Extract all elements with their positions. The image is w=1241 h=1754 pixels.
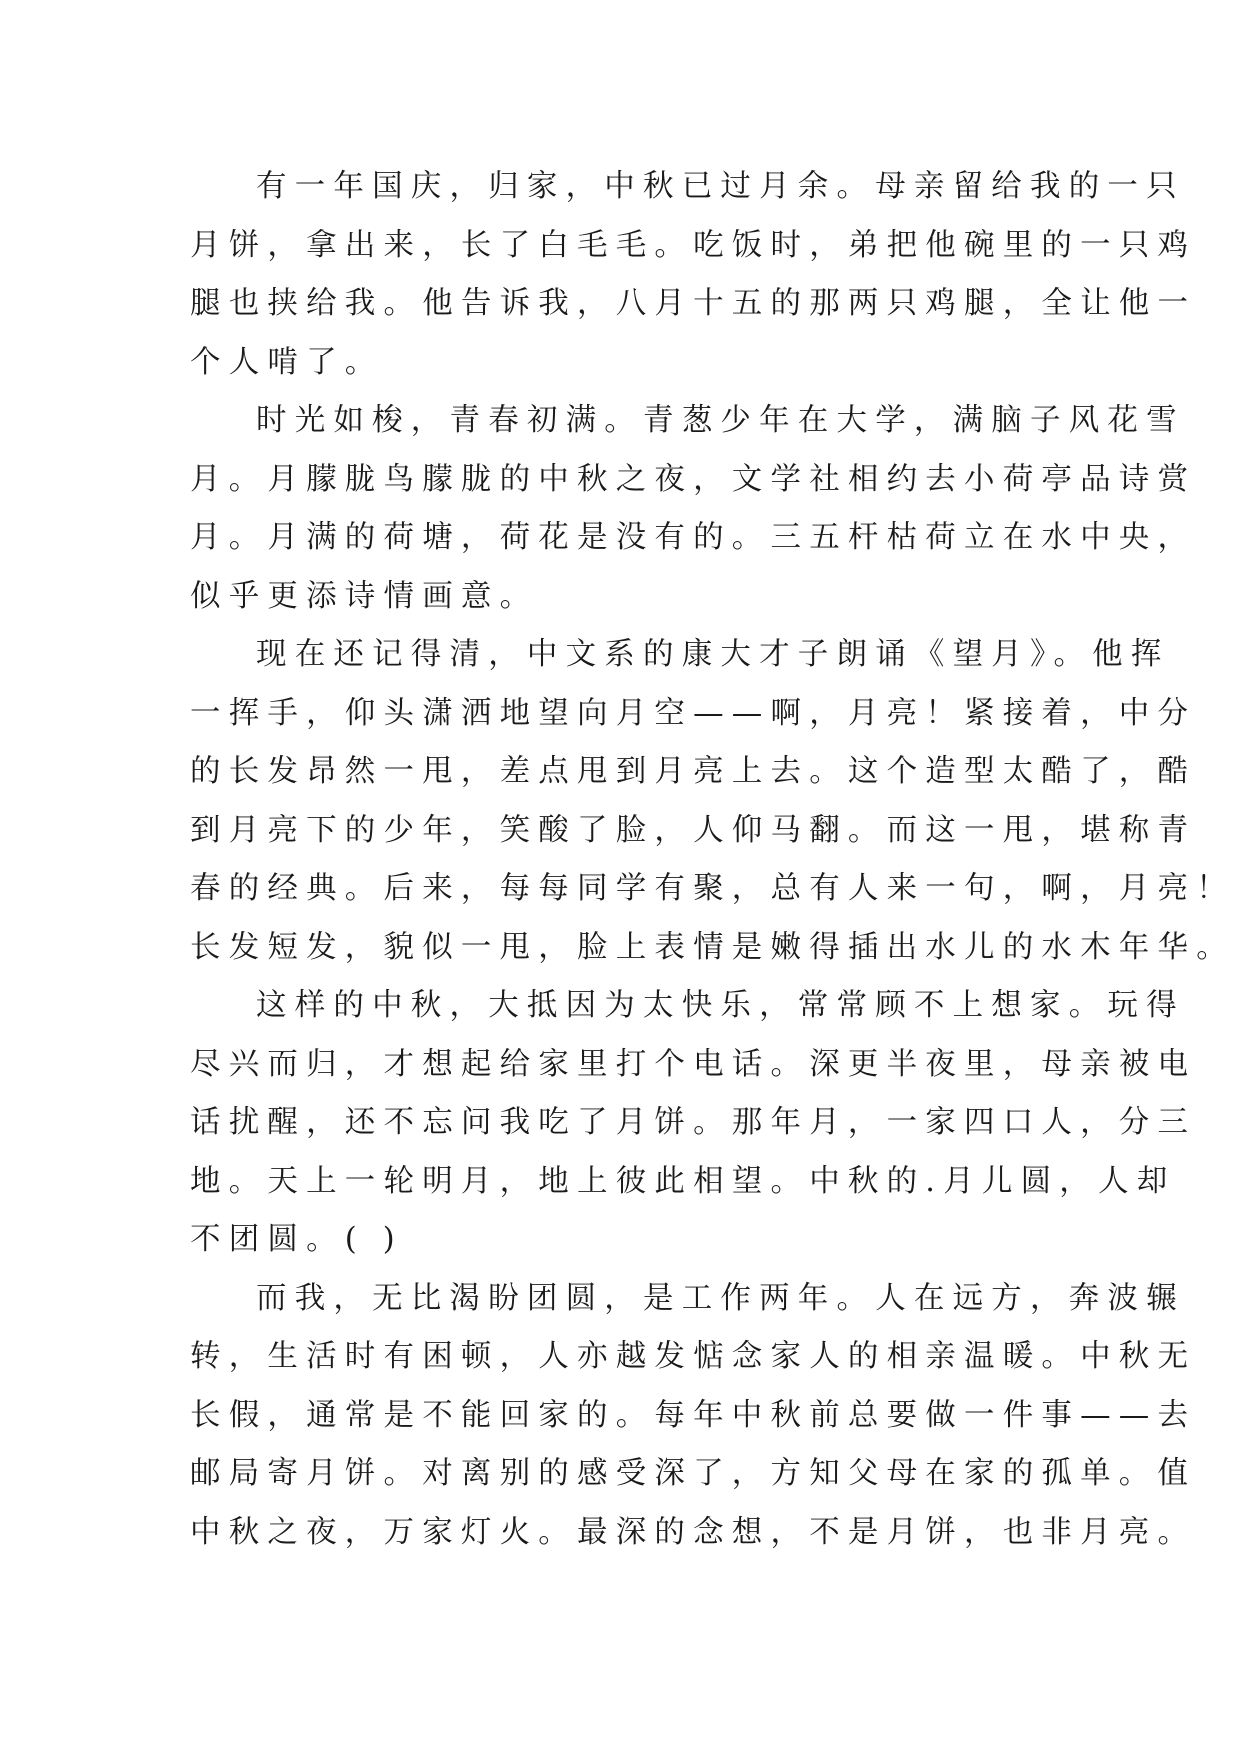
paragraph-line: 似乎更添诗情画意。 <box>190 578 539 614</box>
paragraph-line: 春的经典。后来，每每同学有聚，总有人来一句，啊，月亮！ <box>190 871 1235 906</box>
paragraph-1 <box>190 158 1197 392</box>
paragraph-line: 有一年国庆，归家，中秋已过月余。母亲留给我的一只 <box>256 169 1185 204</box>
paragraph-line: 到月亮下的少年，笑酸了脸，人仰马翻。而这一甩，堪称青 <box>190 812 1197 848</box>
paragraph-line: 时光如梭，青春初满。青葱少年在大学，满脑子风花雪 <box>256 403 1185 438</box>
paragraph-line: 现在还记得清，中文系的康大才子朗诵《望月》。他挥 <box>256 637 1170 672</box>
paragraph-line: 月。月满的荷塘，荷花是没有的。三五杆枯荷立在水中央， <box>190 520 1197 555</box>
paragraph-line: 中秋之夜，万家灯火。最深的念想，不是月饼，也非月亮。 <box>190 1514 1197 1550</box>
paragraph-line: 的长发昂然一甩，差点甩到月亮上去。这个造型太酷了，酷 <box>190 754 1197 789</box>
paragraph-line: 一挥手，仰头潇洒地望向月空——啊，月亮！紧接着，中分 <box>190 695 1197 731</box>
paragraph-line: 邮局寄月饼。对离别的感受深了，方知父母在家的孤单。值 <box>190 1456 1197 1491</box>
essay-body <box>190 158 1235 1562</box>
paragraph-line: 不团圆。( ) <box>190 1222 403 1257</box>
paragraph-line: 长发短发，貌似一甩，脸上表情是嫩得插出水儿的水木年华。 <box>190 929 1235 965</box>
paragraph-line: 个人啃了。 <box>190 344 384 380</box>
paragraph-5 <box>190 1270 1197 1563</box>
paragraph-4 <box>190 977 1197 1270</box>
paragraph-line: 月饼，拿出来，长了白毛毛。吃饭时，弟把他碗里的一只鸡 <box>190 227 1197 263</box>
paragraph-line: 地。天上一轮明月，地上彼此相望。中秋的.月儿圆，人却 <box>190 1163 1176 1199</box>
paragraph-line: 腿也挟给我。他告诉我，八月十五的那两只鸡腿，全让他一 <box>190 286 1197 321</box>
paragraph-line: 转，生活时有困顿，人亦越发惦念家人的相亲温暖。中秋无 <box>190 1339 1197 1374</box>
paragraph-line: 而我，无比渴盼团圆，是工作两年。人在远方，奔波辗 <box>256 1280 1185 1316</box>
paragraph-line: 这样的中秋，大抵因为太快乐，常常顾不上想家。玩得 <box>256 988 1185 1023</box>
paragraph-line: 长假，通常是不能回家的。每年中秋前总要做一件事——去 <box>190 1397 1197 1433</box>
paragraph-line: 月。月朦胧鸟朦胧的中秋之夜，文学社相约去小荷亭品诗赏 <box>190 461 1197 497</box>
paragraph-2 <box>190 392 1197 626</box>
paragraph-line: 话扰醒，还不忘问我吃了月饼。那年月，一家四口人，分三 <box>190 1105 1197 1140</box>
paragraph-line: 尽兴而归，才想起给家里打个电话。深更半夜里，母亲被电 <box>190 1046 1197 1082</box>
paragraph-3 <box>190 626 1235 977</box>
